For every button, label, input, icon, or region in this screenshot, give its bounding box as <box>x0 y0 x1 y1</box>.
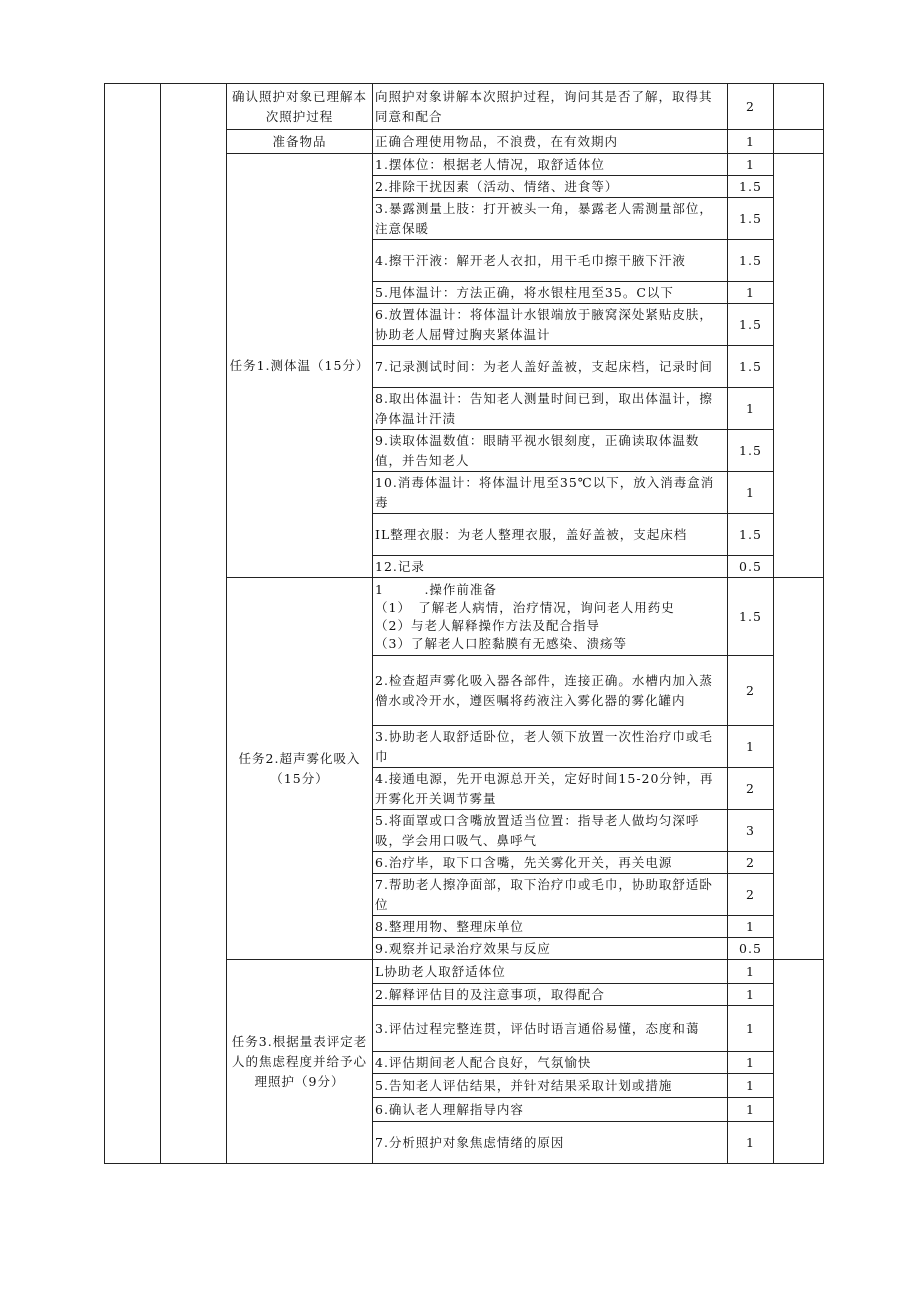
criterion-text: 3.评估过程完整连贯，评估时语言通俗易懂，态度和蔼 <box>373 1006 728 1052</box>
score-cell: 1.5 <box>728 514 774 556</box>
score-cell: 1.5 <box>728 176 774 198</box>
score-cell: 1 <box>728 1052 774 1074</box>
score-cell: 1 <box>728 1098 774 1122</box>
score-cell: 1.5 <box>728 578 774 656</box>
score-cell: 0.5 <box>728 556 774 578</box>
criterion-line: （2）与老人解释操作方法及配合指导 <box>375 617 600 633</box>
criterion-text: 7.记录测试时间：为老人盖好盖被，支起床档，记录时间 <box>373 346 728 388</box>
score-cell: 1.5 <box>728 304 774 346</box>
table-row <box>105 84 824 130</box>
criterion-text: 向照护对象讲解本次照护过程，询问其是否了解，取得其同意和配合 <box>373 84 728 130</box>
deduction-cell <box>774 154 824 578</box>
deduction-cell <box>774 130 824 154</box>
deduction-cell <box>774 960 824 1164</box>
task-title: 任务3.根据量表评定老人的焦虑程度并给予心理照护（9分） <box>227 960 373 1164</box>
score-cell: 1 <box>728 1122 774 1164</box>
criterion-text: 3.协助老人取舒适卧位，老人领下放置一次性治疗巾或毛巾 <box>373 726 728 768</box>
criterion-line: 1 .操作前准备 <box>375 581 497 597</box>
score-cell: 2 <box>728 768 774 810</box>
score-cell: 1.5 <box>728 240 774 282</box>
criterion-text: 正确合理使用物品，不浪费，在有效期内 <box>373 130 728 154</box>
criterion-text: 5.告知老人评估结果，并针对结果采取计划或措施 <box>373 1074 728 1098</box>
score-cell: 1 <box>728 1006 774 1052</box>
deduction-cell <box>774 84 824 130</box>
task-title: 任务1.测体温（15分） <box>227 154 373 578</box>
criterion-text: 7.分析照护对象焦虑情绪的原因 <box>373 1122 728 1164</box>
criterion-text: 2.检查超声雾化吸入器各部件，连接正确。水槽内加入蒸僧水或冷开水，遵医嘱将药液注入雾化器的雾化罐内 <box>373 656 728 726</box>
score-cell: 1 <box>728 472 774 514</box>
score-cell: 1 <box>728 960 774 984</box>
criterion-text: 10.消毒体温计：将体温计甩至35℃以下，放入消毒盒消毒 <box>373 472 728 514</box>
task-title: 确认照护对象已理解本次照护过程 <box>227 84 373 130</box>
scoring-table <box>104 83 824 1164</box>
score-cell: 1.5 <box>728 346 774 388</box>
criterion-line: （1） 了解老人病情，治疗情况，询问老人用药史 <box>375 599 675 615</box>
criterion-text: 3.暴露测量上肢：打开被头一角，暴露老人需测量部位，注意保暖 <box>373 198 728 240</box>
criterion-text: 4.擦干汗液：解开老人衣扣，用干毛巾擦干腋下汗液 <box>373 240 728 282</box>
criterion-text: 5.甩体温计：方法正确，将水银柱甩至35。C以下 <box>373 282 728 304</box>
criterion-text: 8.整理用物、整理床单位 <box>373 916 728 938</box>
criterion-text: 9.观察并记录治疗效果与反应 <box>373 938 728 960</box>
criterion-text: 5.将面罩或口含嘴放置适当位置：指导老人做均匀深呼吸，学会用口吸气、鼻呼气 <box>373 810 728 852</box>
criterion-text: 6.放置体温计：将体温计水银端放于腋窝深处紧贴皮肤，协助老人屈臂过胸夹紧体温计 <box>373 304 728 346</box>
score-cell: 0.5 <box>728 938 774 960</box>
score-cell: 1 <box>728 154 774 176</box>
category-cell <box>105 84 161 1164</box>
score-cell: 1 <box>728 1074 774 1098</box>
score-cell: 2 <box>728 84 774 130</box>
criterion-text: 9.读取体温数值：眼睛平视水银刻度，正确读取体温数值，并告知老人 <box>373 430 728 472</box>
criterion-text: 7.帮助老人擦净面部，取下治疗巾或毛巾，协助取舒适卧位 <box>373 874 728 916</box>
score-cell: 1 <box>728 130 774 154</box>
criterion-text: 2.排除干扰因素（活动、情绪、进食等） <box>373 176 728 198</box>
score-cell: 1 <box>728 726 774 768</box>
score-cell: 2 <box>728 656 774 726</box>
score-cell: 1 <box>728 984 774 1006</box>
criterion-text: 2.解释评估目的及注意事项，取得配合 <box>373 984 728 1006</box>
score-cell: 1.5 <box>728 198 774 240</box>
deduction-cell <box>774 578 824 960</box>
criterion-text: 6.治疗毕，取下口含嘴，先关雾化开关，再关电源 <box>373 852 728 874</box>
criterion-text: 12.记录 <box>373 556 728 578</box>
score-cell: 1 <box>728 916 774 938</box>
score-cell: 2 <box>728 852 774 874</box>
criterion-text: 1.摆体位：根据老人情况，取舒适体位 <box>373 154 728 176</box>
score-cell: 3 <box>728 810 774 852</box>
task-title: 任务2.超声雾化吸入（15分） <box>227 578 373 960</box>
task-title: 准备物品 <box>227 130 373 154</box>
item-cell <box>161 84 227 1164</box>
score-cell: 2 <box>728 874 774 916</box>
score-cell: 1.5 <box>728 430 774 472</box>
score-cell: 1 <box>728 282 774 304</box>
criterion-text: IL整理衣服：为老人整理衣服，盖好盖被，支起床档 <box>373 514 728 556</box>
criterion-text: 8.取出体温计：告知老人测量时间已到，取出体温计，擦净体温计汗渍 <box>373 388 728 430</box>
criterion-text: L协助老人取舒适体位 <box>373 960 728 984</box>
score-cell: 1 <box>728 388 774 430</box>
criterion-text: 4.接通电源，先开电源总开关，定好时间15-20分钟，再开雾化开关调节雾量 <box>373 768 728 810</box>
criterion-text: 4.评估期间老人配合良好，气氛愉快 <box>373 1052 728 1074</box>
criterion-line: （3）了解老人口腔黏膜有无感染、溃疡等 <box>375 635 627 651</box>
criterion-text: 6.确认老人理解指导内容 <box>373 1098 728 1122</box>
criterion-text <box>373 578 728 656</box>
